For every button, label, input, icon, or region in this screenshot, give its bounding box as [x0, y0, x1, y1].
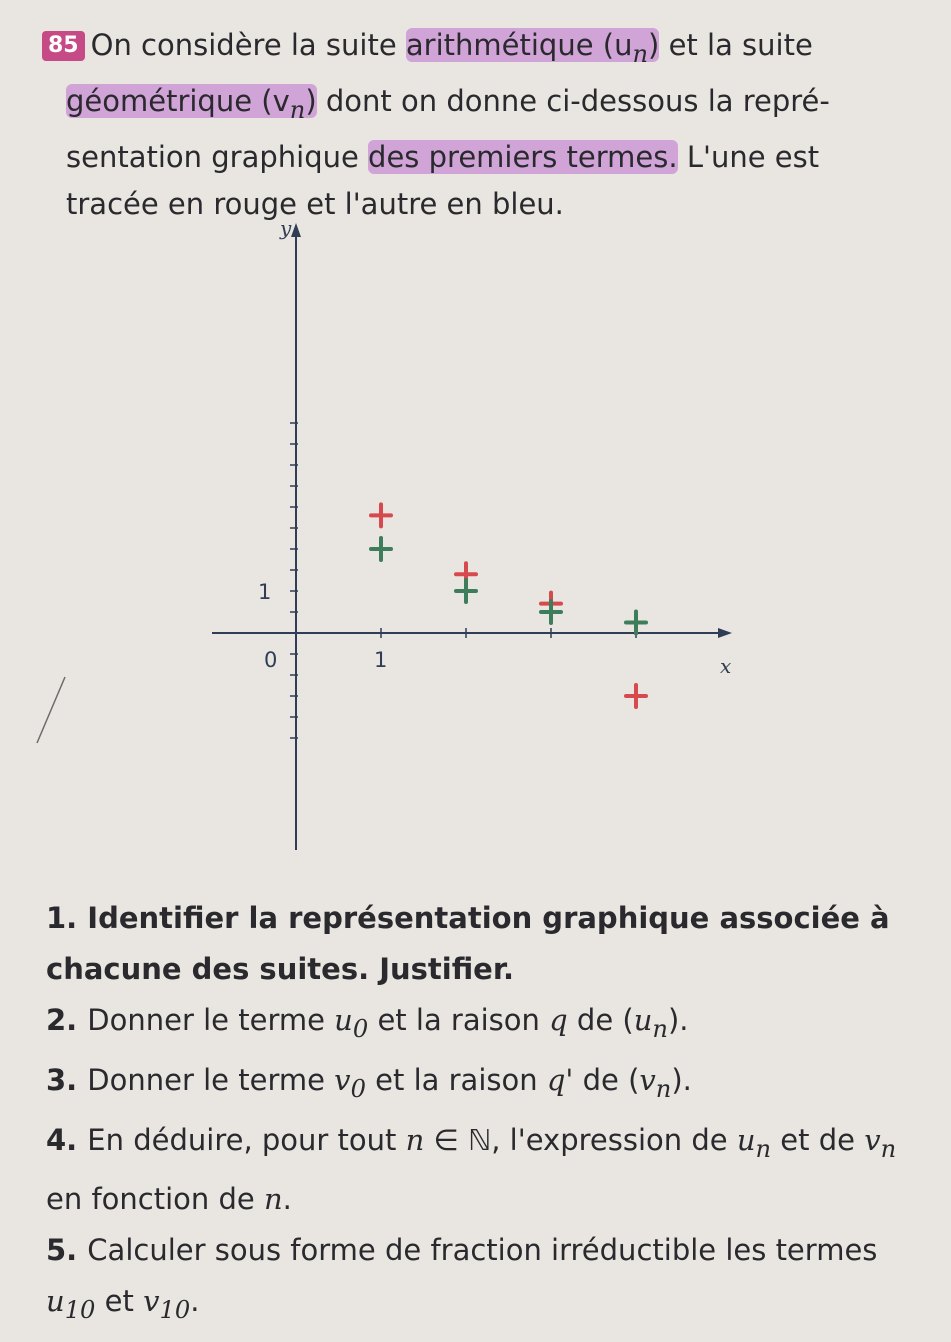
question-text: Donner le terme: [87, 1003, 335, 1037]
question-text: et: [95, 1284, 144, 1319]
highlight-premiers-termes: des premiers termes.: [368, 139, 678, 174]
question-text: de (: [573, 1062, 640, 1097]
math-subscript: 0: [350, 1074, 366, 1103]
point-bleu-1: [371, 538, 391, 560]
question-5: [46, 1225, 916, 1336]
question-text: Calculer sous forme de fraction irréductible les termes: [87, 1233, 878, 1268]
math-subscript: 10: [64, 1296, 96, 1325]
math-subscript: n: [655, 1074, 672, 1103]
question-2: [46, 995, 916, 1055]
question-1: [46, 893, 916, 995]
point-rouge-4: [626, 685, 646, 707]
question-text: Donner le terme: [87, 1062, 335, 1097]
question-text: ).: [671, 1062, 692, 1097]
math-symbol: v: [864, 1122, 881, 1157]
question-4: [46, 1115, 916, 1226]
questions-list: [46, 893, 916, 1336]
y-axis-label: y: [280, 216, 292, 240]
question-text: et la raison: [365, 1062, 547, 1097]
intro-hl-1: arithmétique (u: [405, 28, 633, 62]
math-symbol: v: [143, 1284, 160, 1319]
math-symbol: n: [263, 1182, 283, 1217]
math-symbol: u: [633, 1003, 653, 1037]
intro-text-4: L'une est tracée en rouge et l'autre en bleu.: [66, 139, 820, 221]
origin-label: 0: [264, 648, 278, 672]
x-tick-label-1: 1: [374, 648, 388, 672]
question-text: .: [282, 1182, 292, 1217]
math-subscript: 10: [159, 1296, 191, 1325]
question-text: En déduire, pour tout: [87, 1122, 406, 1157]
question-number: 3.: [46, 1062, 88, 1097]
question-number: 1.: [46, 901, 88, 935]
question-number: 4.: [46, 1122, 88, 1157]
exercise-intro: [48, 22, 896, 228]
question-text: ∈ ℕ, l'expression de: [424, 1122, 737, 1157]
y-axis-arrow: [291, 223, 301, 237]
exercise-number: 85: [42, 31, 85, 61]
question-3: [46, 1055, 916, 1115]
highlight-arithmetique: [405, 28, 660, 68]
math-symbol: v: [639, 1062, 656, 1097]
highlight-geometrique: [66, 83, 317, 124]
question-number: 5.: [46, 1233, 88, 1268]
y-tick-label-1: 1: [258, 580, 272, 604]
math-symbol: v: [334, 1062, 351, 1097]
question-number: 2.: [46, 1003, 88, 1037]
math-subscript: n: [652, 1014, 668, 1043]
question-text: Identifier la représentation graphique associée à chacune des suites. Justifier.: [46, 901, 890, 986]
question-text: ).: [667, 1003, 689, 1037]
intro-text-3: dont on donne ci-dessous la repré-sentation graphique: [66, 83, 830, 174]
intro-sub-1: n: [632, 39, 649, 68]
point-bleu-2: [456, 580, 476, 602]
pencil-mark: [35, 675, 67, 745]
question-text: et la raison: [368, 1003, 550, 1037]
intro-text-2: et la suite: [659, 28, 813, 62]
point-rouge-1: [371, 504, 391, 526]
question-text: et de: [771, 1122, 865, 1157]
math-subscript: n: [880, 1134, 897, 1163]
question-text: en fonction de: [46, 1182, 264, 1217]
intro-hl-1-end: ): [648, 28, 660, 62]
math-symbol: u: [46, 1284, 65, 1319]
math-symbol: u: [736, 1122, 756, 1157]
math-symbol: q': [546, 1062, 574, 1097]
math-symbol: n: [405, 1122, 425, 1157]
x-axis-label: x: [720, 654, 732, 678]
scatter-chart: [200, 205, 760, 855]
math-subscript: n: [755, 1134, 772, 1163]
question-text: .: [190, 1284, 200, 1319]
point-bleu-4: [626, 612, 646, 634]
x-axis-arrow: [718, 628, 732, 638]
math-symbol: q: [549, 1003, 568, 1037]
intro-hl-2: géométrique (v: [66, 83, 290, 118]
intro-text-1: On considère la suite: [90, 28, 406, 62]
math-subscript: 0: [352, 1014, 369, 1043]
intro-sub-2: n: [289, 95, 306, 124]
question-text: de (: [567, 1003, 634, 1037]
intro-hl-2-end: ): [305, 83, 317, 118]
math-symbol: u: [334, 1003, 353, 1037]
